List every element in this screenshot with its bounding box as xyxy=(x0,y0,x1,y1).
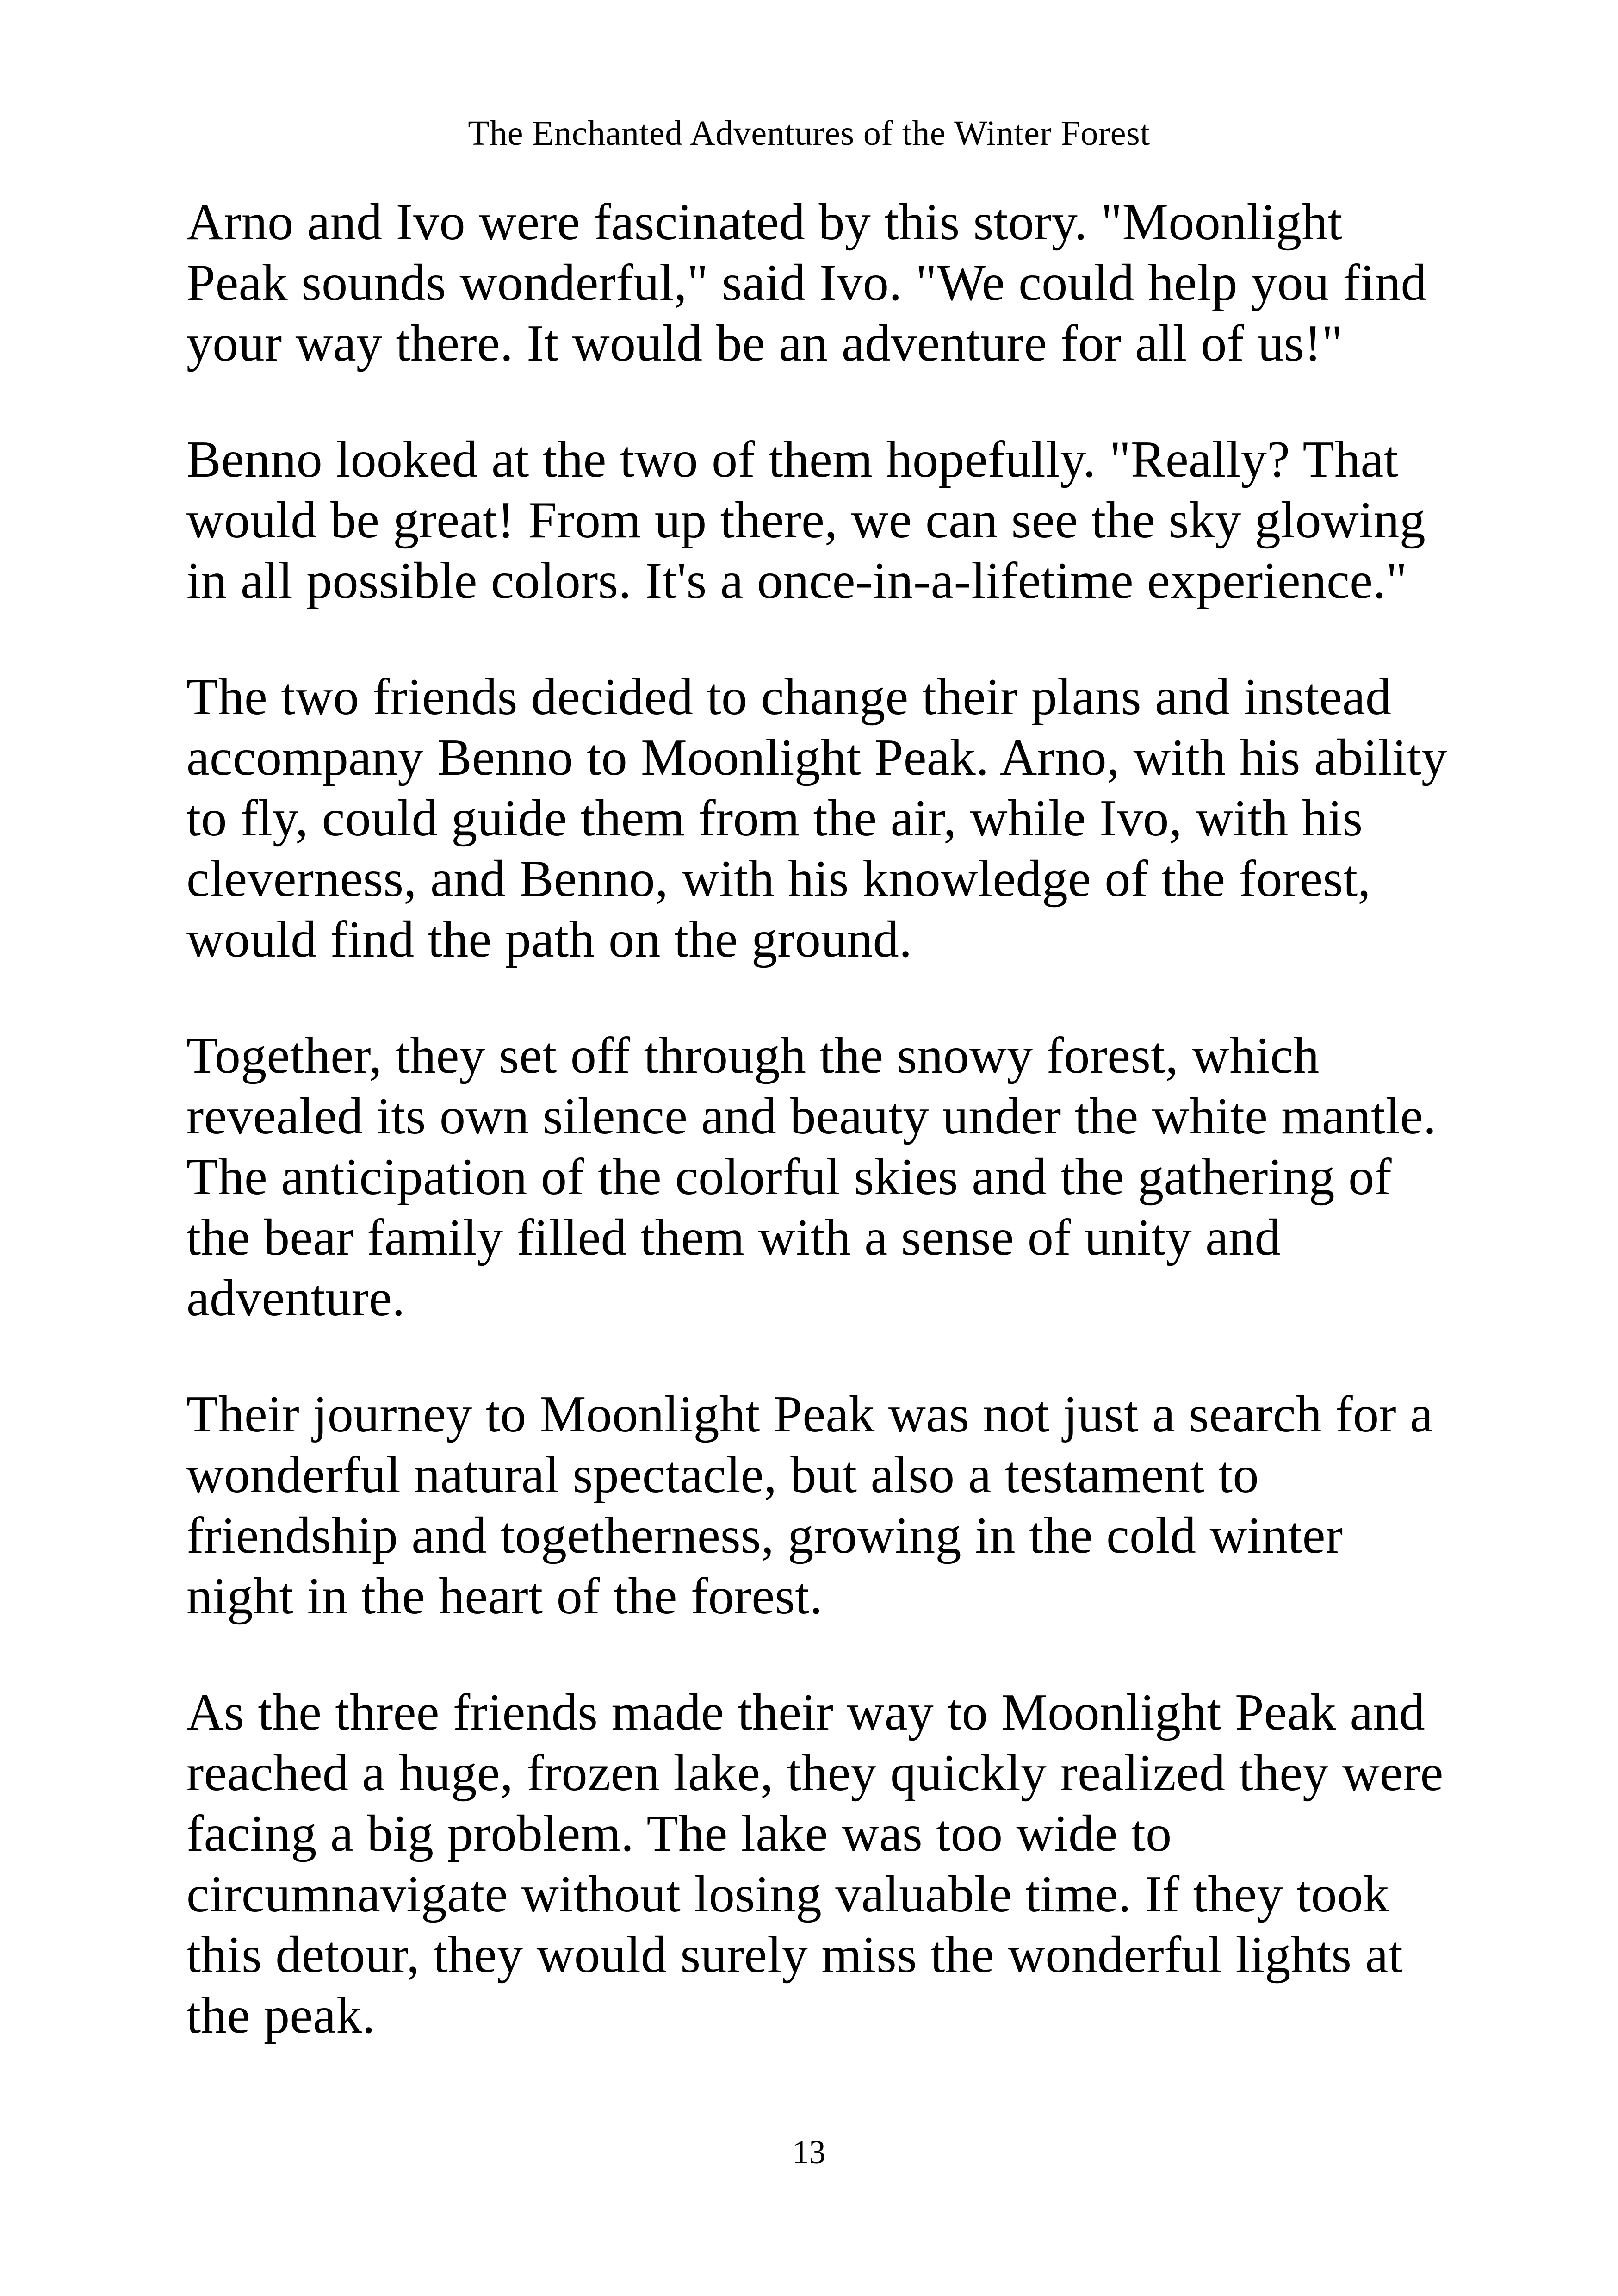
page-number: 13 xyxy=(792,2134,826,2171)
text-line: The two friends decided to change their plans and instead xyxy=(186,668,1392,726)
text-line: Arno and Ivo were fascinated by this story. "Moonlight xyxy=(186,193,1343,251)
text-line: Peak sounds wonderful," said Ivo. "We could help you find xyxy=(186,254,1427,311)
text-line: revealed its own silence and beauty under the white mantle. xyxy=(186,1088,1437,1145)
text-line: friendship and togetherness, growing in the cold winter xyxy=(186,1507,1343,1564)
text-line: circumnavigate without losing valuable time. If they took xyxy=(186,1866,1389,1923)
text-line: would be great! From up there, we can see the sky glowing xyxy=(186,492,1426,549)
text-line: in all possible colors. It's a once-in-a-lifetime experience." xyxy=(186,552,1407,610)
text-line: night in the heart of the forest. xyxy=(186,1568,823,1625)
text-line: reached a huge, frozen lake, they quickly realized they were xyxy=(186,1744,1444,1802)
text-line: Benno looked at the two of them hopefully. "Really? That xyxy=(186,431,1398,488)
text-line: Together, they set off through the snowy forest, which xyxy=(186,1027,1320,1084)
running-header: The Enchanted Adventures of the Winter Forest xyxy=(468,114,1150,153)
paragraph xyxy=(186,667,1448,970)
text-line: to fly, could guide them from the air, while Ivo, with his xyxy=(186,790,1363,847)
paragraph xyxy=(186,429,1445,611)
paragraph xyxy=(186,1384,1445,1627)
paragraph xyxy=(186,1026,1445,1329)
paragraph xyxy=(186,1682,1445,2046)
body-text xyxy=(186,192,1448,2102)
text-line: The anticipation of the colorful skies and the gathering of xyxy=(186,1148,1392,1206)
text-line: facing a big problem. The lake was too wide to xyxy=(186,1805,1172,1862)
text-line: your way there. It would be an adventure for all of us!" xyxy=(186,315,1343,372)
text-line: adventure. xyxy=(186,1269,405,1327)
text-line: the peak. xyxy=(186,1987,375,2044)
text-line: this detour, they would surely miss the wonderful lights at xyxy=(186,1926,1403,1984)
text-line: As the three friends made their way to Moonlight Peak and xyxy=(186,1684,1426,1741)
text-line: wonderful natural spectacle, but also a testament to xyxy=(186,1446,1259,1504)
text-line: cleverness, and Benno, with his knowledge of the forest, xyxy=(186,850,1371,908)
text-line: Their journey to Moonlight Peak was not just a search for a xyxy=(186,1386,1433,1443)
text-line: would find the path on the ground. xyxy=(186,911,912,968)
paragraph xyxy=(186,192,1445,374)
text-line: the bear family filled them with a sense of unity and xyxy=(186,1209,1281,1266)
text-line: accompany Benno to Moonlight Peak. Arno, with his ability xyxy=(186,729,1448,786)
